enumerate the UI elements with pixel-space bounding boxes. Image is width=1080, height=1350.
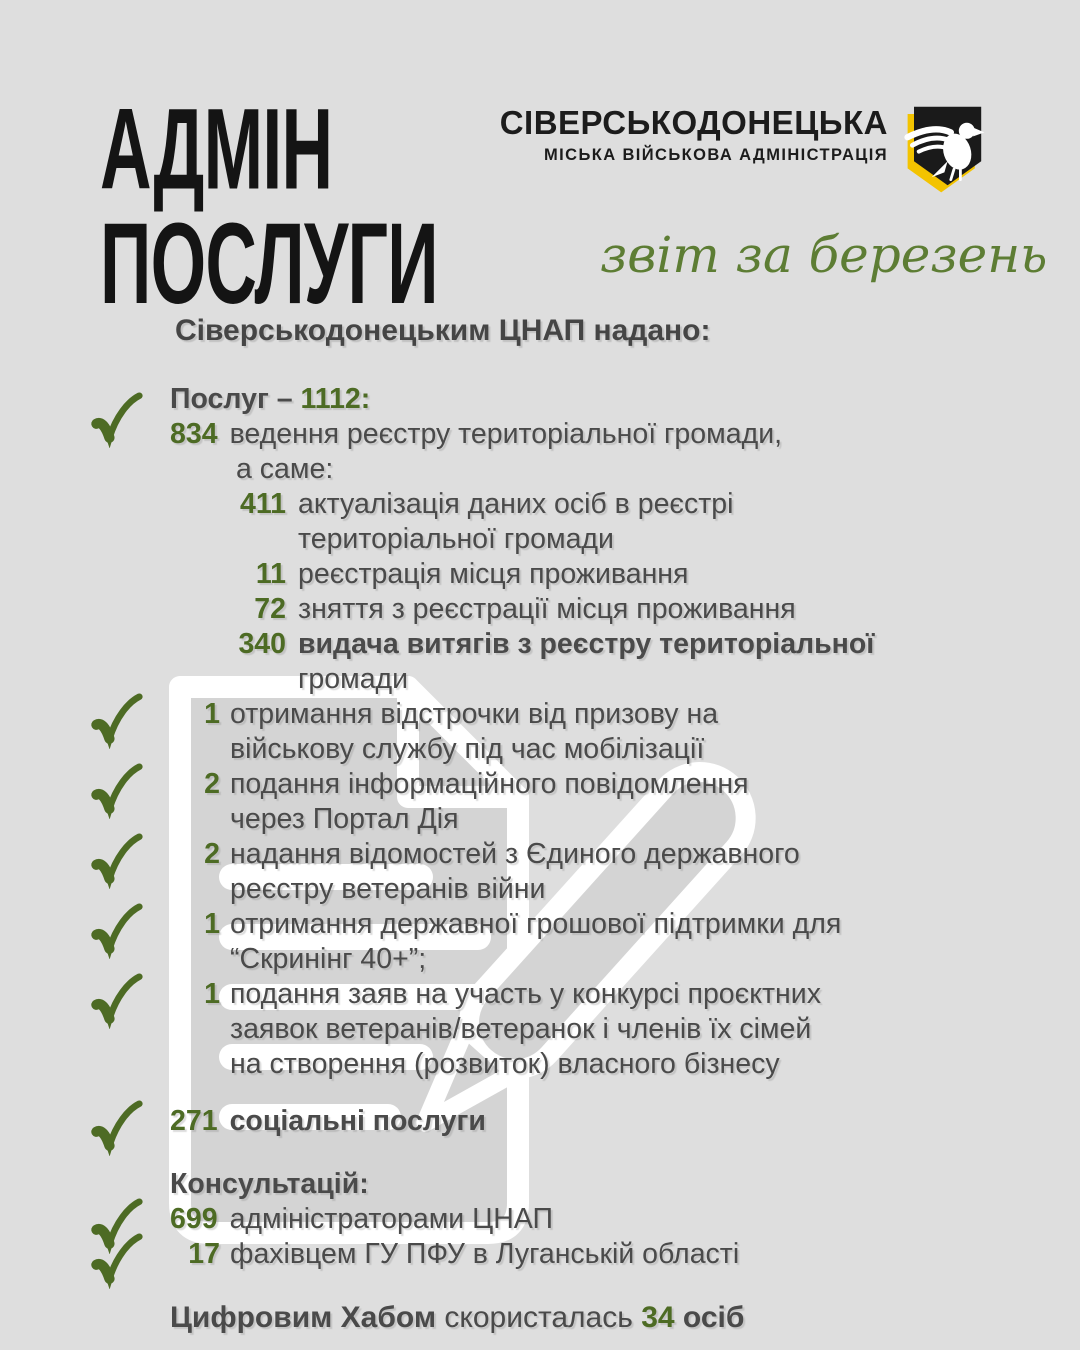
- section-heading: Сіверськодонецьким ЦНАП надано:: [175, 314, 711, 347]
- item-text: актуалізація даних осіб в реєстрі: [298, 488, 734, 520]
- services-list: [170, 382, 1030, 1335]
- list-item: [170, 1202, 1030, 1237]
- list-item: [170, 907, 1030, 977]
- item-text: заявок ветеранів/ветеранок і членів їх сімей: [230, 1013, 812, 1045]
- list-item: [170, 592, 1030, 627]
- shield-dove-emblem: [898, 96, 994, 204]
- list-item: [170, 1237, 1030, 1272]
- item-count: 1: [204, 908, 220, 940]
- list-item: [170, 557, 1030, 592]
- list-item: [170, 417, 1030, 487]
- item-text: військову службу під час мобілізації: [230, 733, 705, 765]
- services-total: 1112:: [300, 383, 371, 415]
- item-text: реєстру ветеранів війни: [230, 873, 546, 905]
- item-text: “Скринінг 40+”;: [230, 943, 427, 975]
- item-text: фахівцем ГУ ПФУ в Луганській області: [230, 1238, 740, 1270]
- item-text: на створення (розвиток) власного бізнесу: [230, 1048, 780, 1080]
- list-item: [170, 697, 1030, 767]
- page-title: [100, 84, 438, 328]
- item-count: 699: [170, 1203, 218, 1235]
- list-item-social-services: [170, 1104, 1030, 1139]
- checkmark-icon: [88, 1100, 144, 1156]
- org-logo: [500, 104, 888, 165]
- report-period-note: звіт за березень: [600, 226, 1048, 284]
- item-text: через Портал Дія: [230, 803, 459, 835]
- item-count: 11: [255, 558, 286, 590]
- item-text: ведення реєстру територіальної громади,: [229, 418, 783, 450]
- item-count: 1: [204, 978, 220, 1010]
- checkmark-icon: [88, 763, 144, 819]
- item-text: громади: [298, 663, 409, 695]
- footer-mid: скористалась: [444, 1301, 633, 1334]
- list-item: [170, 487, 1030, 557]
- org-subtitle: МІСЬКА ВІЙСЬКОВА АДМІНІСТРАЦІЯ: [544, 146, 888, 164]
- title-line-2: ПОСЛУГИ: [100, 199, 438, 328]
- list-item: [170, 627, 1030, 697]
- org-name: СІВЕРСЬКОДОНЕЦЬКА: [499, 104, 888, 141]
- footer-lead: Цифровим Хабом: [170, 1301, 437, 1334]
- item-text: отримання відстрочки від призову на: [230, 698, 719, 730]
- footer-count: 34: [641, 1301, 675, 1334]
- title-line-1: АДМІН: [100, 84, 333, 213]
- footer-tail: осіб: [682, 1301, 745, 1334]
- item-count: 1: [204, 698, 220, 730]
- checkmark-icon: [88, 392, 144, 448]
- item-text: а саме:: [236, 453, 334, 485]
- checkmark-icon: [88, 973, 144, 1029]
- list-item-services-total: [170, 382, 1030, 417]
- list-item: [170, 767, 1030, 837]
- list-item: [170, 977, 1030, 1082]
- item-count: 340: [238, 628, 286, 660]
- item-text: подання заяв на участь у конкурсі проєктних: [230, 978, 821, 1010]
- consultations-heading: Консультацій:: [170, 1168, 369, 1200]
- item-count: 2: [204, 838, 220, 870]
- item-text: соціальні послуги: [229, 1105, 486, 1137]
- item-text: отримання державної грошової підтримки для: [230, 908, 842, 940]
- item-text: зняття з реєстрації місця проживання: [298, 593, 796, 625]
- item-count: 72: [254, 593, 286, 625]
- item-text: адміністраторами ЦНАП: [229, 1203, 553, 1235]
- item-text: подання інформаційного повідомлення: [230, 768, 749, 800]
- item-count: 411: [240, 488, 286, 520]
- item-text: видача витягів з реєстру територіальної: [298, 628, 875, 660]
- checkmark-icon: [88, 903, 144, 959]
- item-count: 17: [188, 1238, 220, 1270]
- list-item: [170, 837, 1030, 907]
- services-label: Послуг –: [170, 383, 293, 415]
- checkmark-icon: [88, 833, 144, 889]
- item-count: 271: [170, 1105, 218, 1137]
- checkmark-icon: [88, 1233, 144, 1289]
- item-text: територіальної громади: [298, 523, 614, 555]
- item-text: надання відомостей з Єдиного державного: [230, 838, 800, 870]
- item-text: реєстрація місця проживання: [298, 558, 689, 590]
- item-count: 834: [170, 418, 218, 450]
- checkmark-icon: [88, 693, 144, 749]
- item-count: 2: [204, 768, 220, 800]
- digital-hub-summary: [170, 1300, 1030, 1335]
